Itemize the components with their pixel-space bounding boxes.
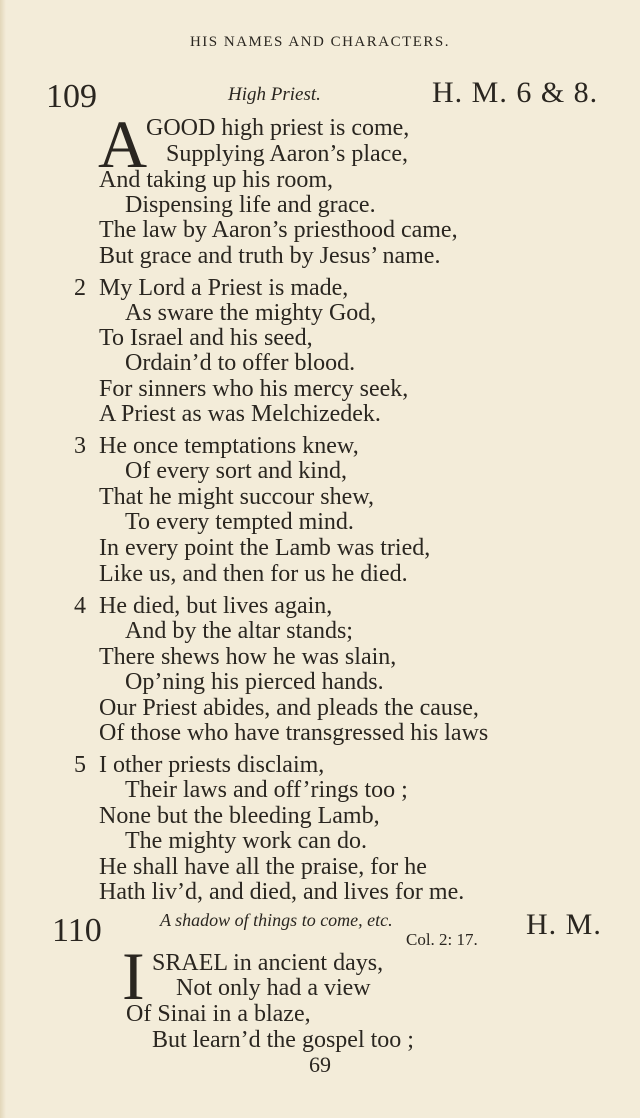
verse-number: 2 (74, 275, 86, 301)
verse-line: A Priest as was Melchizedek. (99, 401, 381, 427)
verse-line: Of Sinai in a blaze, (126, 1001, 311, 1027)
hymn-109-dropcap: A (98, 106, 148, 182)
verse-line: Of those who have transgressed his laws (99, 720, 489, 746)
verse-line: There shews how he was slain, (99, 644, 397, 670)
hymn-110-reference: Col. 2: 17. (406, 930, 478, 949)
verse-line: Like us, and then for us he died. (99, 561, 408, 587)
verse-line: To every tempted mind. (125, 509, 354, 535)
verse-line: Hath liv’d, and died, and lives for me. (99, 879, 465, 905)
hymn-109-number: 109 (46, 78, 97, 115)
verse-line: That he might succour shew, (99, 484, 375, 510)
verse-line: Supplying Aaron’s place, (166, 141, 408, 167)
verse-line: Not only had a view (176, 975, 371, 1001)
verse-line: To Israel and his seed, (99, 325, 313, 351)
verse-line: Of every sort and kind, (125, 458, 347, 484)
verse-line: In every point the Lamb was tried, (99, 535, 431, 561)
running-head: HIS NAMES AND CHARACTERS. (189, 34, 451, 50)
verse-line: And taking up his room, (99, 167, 333, 193)
verse-number: 4 (74, 593, 86, 619)
verse-number: 5 (74, 752, 86, 778)
hymn-110-number: 110 (52, 912, 102, 949)
verse-line: He shall have all the praise, for he (99, 854, 427, 880)
verse-line: The mighty work can do. (125, 828, 367, 854)
verse-line: And by the altar stands; (125, 618, 353, 644)
verse-line: But grace and truth by Jesus’ name. (99, 243, 441, 269)
verse-line: None but the bleeding Lamb, (99, 803, 380, 829)
verse-line: He once temptations knew, (99, 433, 359, 459)
verse-line: For sinners who his mercy seek, (99, 376, 409, 402)
verse-line: GOOD high priest is come, (146, 115, 410, 141)
verse-line: Dispensing life and grace. (125, 192, 376, 218)
verse-line: Ordain’d to offer blood. (125, 350, 356, 376)
hymn-110-meter: H. M. (526, 908, 602, 941)
verse-line: Op’ning his pierced hands. (125, 669, 384, 695)
verse-line: I other priests disclaim, (99, 752, 325, 778)
hymn-110-dropcap: I (122, 938, 145, 1014)
page-edge (0, 0, 6, 1118)
hymn-110-title: A shadow of things to come, etc. (160, 910, 393, 930)
verse-line: Our Priest abides, and pleads the cause, (99, 695, 479, 721)
hymn-109-meter: H. M. 6 & 8. (432, 76, 599, 109)
hymn-109-title: High Priest. (228, 84, 321, 105)
verse-line: My Lord a Priest is made, (99, 275, 349, 301)
verse-number: 3 (74, 433, 86, 459)
verse-line: But learn’d the gospel too ; (152, 1027, 414, 1053)
verse-line: Their laws and off’rings too ; (125, 777, 408, 803)
page-number: 69 (309, 1052, 331, 1077)
verse-line: As sware the mighty God, (125, 300, 377, 326)
verse-line: He died, but lives again, (99, 593, 333, 619)
verse-line: The law by Aaron’s priesthood came, (99, 217, 458, 243)
verse-line: SRAEL in ancient days, (152, 950, 384, 976)
